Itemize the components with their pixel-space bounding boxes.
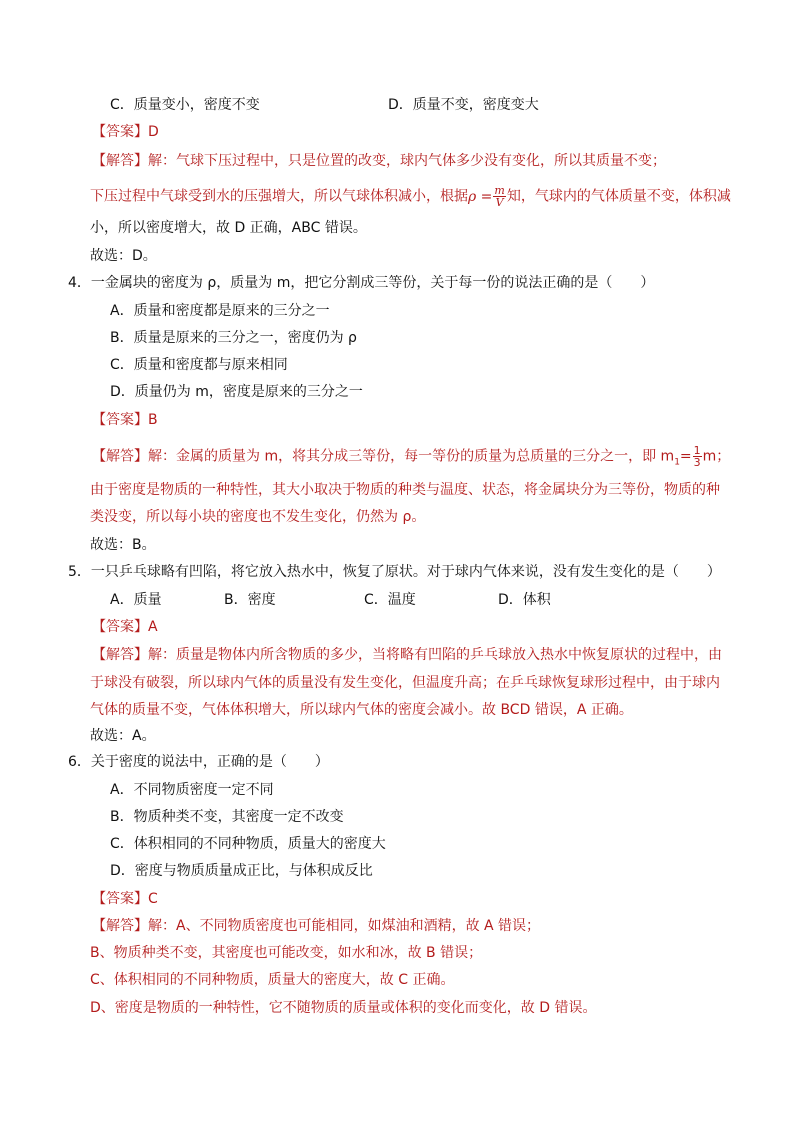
q4-stem: 4．一金属块的密度为 ρ，质量为 m，把它分割成三等份，关于每一份的说法正确的是（ ） [68,275,655,291]
q6-stem: 6．关于密度的说法中，正确的是（ ） [68,754,329,770]
q4-option-d: D．质量仍为 m，密度是原来的三分之一 [110,384,363,400]
q6-analysis-line-1: 【解答】解：A、不同物质密度也可能相同，如煤油和酒精，故 A 错误； [92,918,541,934]
q4-answer: 【答案】B [92,412,158,428]
q3-option-c: C．质量变小，密度不变 [110,97,260,113]
q6-analysis-line-4: D、密度是物质的一种特性，它不随物质的质量或体积的变化而变化，故 D 错误。 [90,1000,597,1016]
analysis-tag: 【解答】 [92,153,148,169]
q4-option-b: B．质量是原来的三分之一，密度仍为 ρ [110,330,357,346]
q5-stem: 5．一只乒乓球略有凹陷，将它放入热水中，恢复了原状。对于球内气体来说，没有发生变化的是（ ） [68,564,721,580]
q3-analysis-line-2: 下压过程中气球受到水的压强增大，所以气球体积减小，根据ρ = $\frac{m}{V}$ 知，气球内的气体质量不变，体积减 [90,184,731,209]
q5-conclusion: 故选：A。 [90,728,156,744]
q5-option-d: D．体积 [498,592,551,608]
q3-conclusion: 故选：D。 [90,248,157,264]
answer-tag: 【答案】 [92,124,148,140]
q6-option-d: D．密度与物质质量成正比，与体积成反比 [110,863,373,879]
q3-options-row [110,95,710,115]
q4-analysis-line-3: 类没变，所以每小块的密度也不发生变化，仍然为 ρ。 [90,509,426,525]
q4-option-c: C．质量和密度都与原来相同 [110,357,288,373]
q3-analysis-line-1: 【解答】解：气球下压过程中，只是位置的改变，球内气体多少没有变化，所以其质量不变； [92,153,666,169]
q6-option-b: B．物质种类不变，其密度一定不改变 [110,809,344,825]
q5-option-b: B．密度 [224,592,276,608]
q4-analysis-line-1: 【解答】解：金属的质量为 m，将其分成三等份，每一等份的质量为总质量的三分之一，即 $m_1=$ $\frac{1}{3}$ m； [92,444,731,469]
q5-options-row [110,590,710,610]
q5-answer: 【答案】A [92,619,158,635]
q5-analysis-line-2: 于球没有破裂，所以球内气体的质量没有发生变化，但温度升高；在乒乓球恢复球形过程中，由于球内 [90,675,720,691]
q4-analysis-line-2: 由于密度是物质的一种特性，其大小取决于物质的种类与温度、状态，将金属块分为三等份，物质的种 [90,482,720,498]
q6-analysis-line-3: C、体积相同的不同种物质，质量大的密度大，故 C 正确。 [90,972,455,988]
q5-analysis-line-1: 【解答】解：质量是物体内所含物质的多少，当将略有凹陷的乒乓球放入热水中恢复原状的过程中，由 [92,647,722,663]
q6-option-a: A．不同物质密度一定不同 [110,782,274,798]
q5-option-a: A．质量 [110,592,162,608]
density-formula: ρ = $\frac{m}{V}$ [468,184,505,209]
q6-answer: 【答案】C [92,891,158,907]
q3-analysis-line-3: 小，所以密度增大，故 D 正确，ABC 错误。 [90,220,367,236]
q6-option-c: C．体积相同的不同种物质，质量大的密度大 [110,836,386,852]
q6-analysis-line-2: B、物质种类不变，其密度也可能改变，如水和冰，故 B 错误； [90,945,483,961]
q5-analysis-line-3: 气体的质量不变，气体体积增大，所以球内气体的密度会减小。故 BCD 错误，A 正确。 [90,702,633,718]
q3-option-d: D．质量不变，密度变大 [388,97,539,113]
q3-answer [92,122,159,142]
q4-option-a: A．质量和密度都是原来的三分之一 [110,303,330,319]
q4-conclusion: 故选：B。 [90,537,156,553]
answer-value: D [148,124,159,140]
q5-option-c: C．温度 [364,592,416,608]
one-third-fraction: $\frac{1}{3}$ [693,444,701,469]
